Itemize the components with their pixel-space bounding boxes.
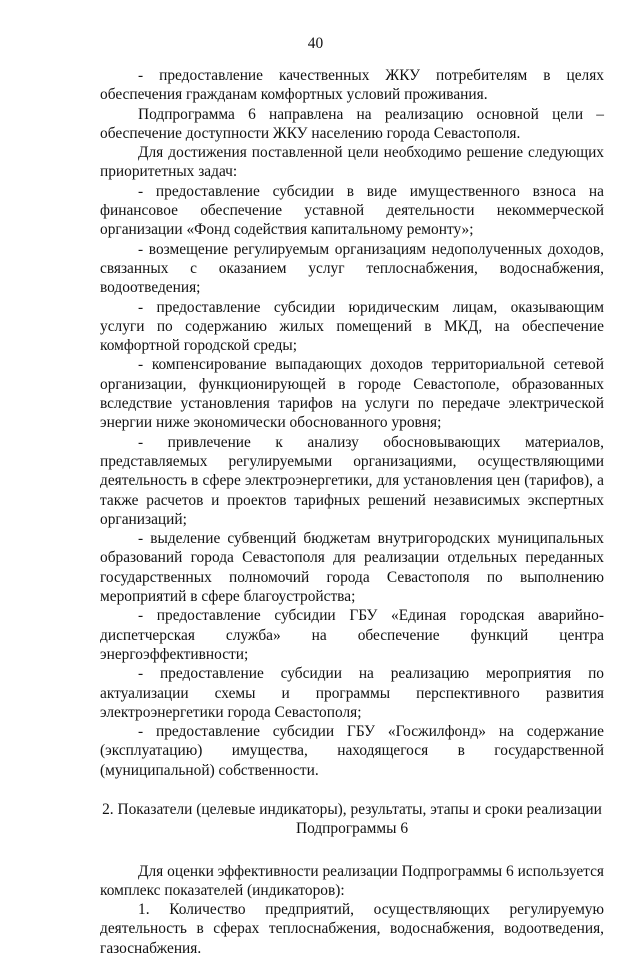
list-item: - предоставление субсидии ГБУ «Госжилфонд» на содержание (эксплуатацию) имущества, находящегося в государственной (муниципальной) собственности. (100, 723, 604, 779)
list-item: - предоставление субсидии юридическим лицам, оказывающим услуги по содержанию жилых помещений в МКД, на обеспечение комфортной городской среды; (100, 298, 604, 355)
paragraph: - предоставление качественных ЖКУ потребителям в целях обеспечения гражданам комфортных условий проживания. (100, 67, 604, 104)
list-item: - предоставление субсидии на реализацию мероприятия по актуализации схемы и программы перспективного развития электроэнергетики города Севастополя; (100, 665, 604, 721)
list-item: - предоставление субсидии в виде имущественного взноса на финансовое обеспечение уставной деятельности некоммерческой организации «Фонд содействия капитальному ремонту»; (100, 182, 604, 239)
page-number: 40 (307, 35, 324, 52)
list-item: - привлечение к анализу обосновывающих материалов, представляемых регулируемыми организациями, осуществляющими деятельность в сфере электроэнергетики, для установления цен (тарифов), а также расчетов и проектов тарифных решений независимых экспертных организаций; (100, 433, 604, 528)
paragraph: Подпрограмма 6 направлена на реализацию основной цели – обеспечение доступности ЖКУ населению города Севастополя. (100, 105, 604, 142)
paragraph: Для оценки эффективности реализации Подпрограммы 6 используется комплекс показателей (индикаторов): (100, 862, 604, 899)
document-body (100, 66, 604, 958)
section-heading-line2: Подпрограммы 6 (295, 820, 409, 838)
section-heading (100, 800, 604, 839)
list-item: - возмещение регулируемым организациям недополученных доходов, связанных с оказанием услуг теплоснабжения, водоснабжения, водоотведения; (100, 240, 604, 297)
section-heading-line1: 2. Показатели (целевые индикаторы), результаты, этапы и сроки реализации (102, 800, 602, 818)
list-item: - выделение субвенций бюджетам внутригородских муниципальных образований города Севастополя для реализации отдельных переданных государственных полномочий города Севастополя по выполнению мероприятий в сфере благоустройства; (100, 530, 604, 606)
numbered-item: 1. Количество предприятий, осуществляющих регулируемую деятельность в сферах теплоснабжения, водоснабжения, водоотведения, газоснабжения. (100, 901, 604, 957)
list-item: - компенсирование выпадающих доходов территориальной сетевой организации, функционирующей в городе Севастополе, образованных вследствие установления тарифов на услуги по передаче электрической энергии ниже экономически обоснованного уровня; (100, 356, 604, 432)
paragraph: Для достижения поставленной цели необходимо решение следующих приоритетных задач: (100, 144, 604, 181)
list-item: - предоставление субсидии ГБУ «Единая городская аварийно-диспетчерская служба» на обеспечение функций центра энергоэффективности; (100, 607, 604, 663)
